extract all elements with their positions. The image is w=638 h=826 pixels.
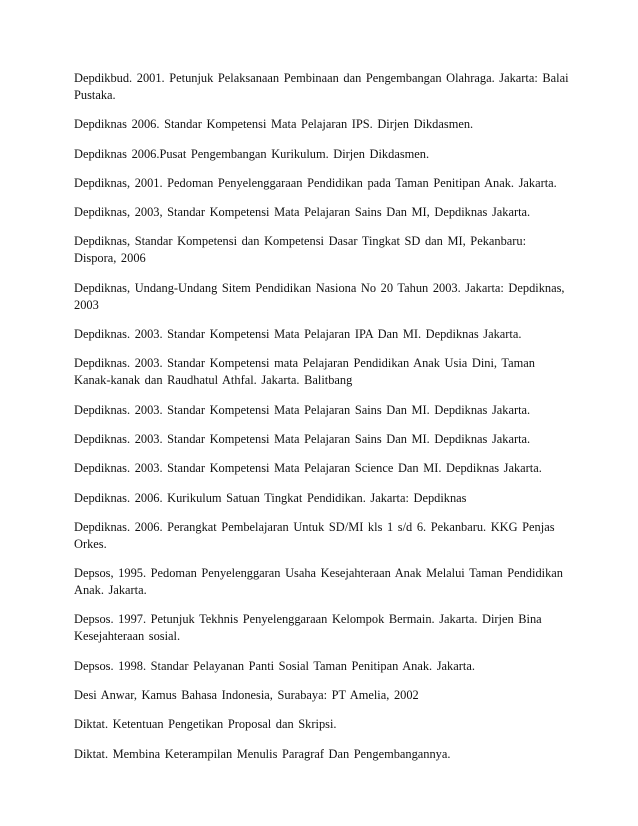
reference-entry: Depdiknas. 2003. Standar Kompetensi Mata Pelajaran IPA Dan MI. Depdiknas Jakarta. — [74, 327, 522, 342]
reference-entry: Depsos. 1998. Standar Pelayanan Panti Sosial Taman Penitipan Anak. Jakarta. — [74, 658, 475, 673]
reference-entry: Depdiknas 2006.Pusat Pengembangan Kurikulum. Dirjen Dikdasmen. — [74, 146, 430, 161]
reference-entry: Depsos, 1995. Pedoman Penyelenggaran Usaha Kesejahteraan Anak Melalui Taman Pendidikan Anak. Jakarta. — [74, 566, 563, 598]
reference-entry: Depdiknas, 2003, Standar Kompetensi Mata Pelajaran Sains Dan MI, Depdiknas Jakarta. — [74, 205, 531, 220]
reference-entry: Depdiknas. 2003. Standar Kompetensi mata Pelajaran Pendidikan Anak Usia Dini, Taman Kanak-kanak dan Raudhatul Athfal. Jakarta. Balitbang — [74, 356, 535, 388]
reference-entry: Depdiknas 2006. Standar Kompetensi Mata Pelajaran IPS. Dirjen Dikdasmen. — [74, 117, 474, 132]
reference-entry: Depdiknas. 2006. Perangkat Pembelajaran Untuk SD/MI kls 1 s/d 6. Pekanbaru. KKG Penjas Orkes. — [74, 519, 555, 551]
reference-list — [74, 70, 574, 775]
reference-entry: Depsos. 1997. Petunjuk Tekhnis Penyelenggaraan Kelompok Bermain. Jakarta. Dirjen Bina Kesejahteraan sosial. — [74, 612, 542, 644]
reference-entry: Depdiknas, Standar Kompetensi dan Kompetensi Dasar Tingkat SD dan MI, Pekanbaru: Dispora, 2006 — [74, 234, 527, 266]
reference-entry: Diktat. Membina Keterampilan Menulis Paragraf Dan Pengembangannya. — [74, 746, 451, 761]
reference-entry: Desi Anwar, Kamus Bahasa Indonesia, Surabaya: PT Amelia, 2002 — [74, 688, 419, 703]
reference-entry: Depdiknas. 2003. Standar Kompetensi Mata Pelajaran Science Dan MI. Depdiknas Jakarta. — [74, 461, 542, 476]
reference-entry: Depdikbud. 2001. Petunjuk Pelaksanaan Pembinaan dan Pengembangan Olahraga. Jakarta: Balai Pustaka. — [74, 71, 569, 102]
reference-entry: Depdiknas. 2003. Standar Kompetensi Mata Pelajaran Sains Dan MI. Depdiknas Jakarta. — [74, 402, 531, 417]
reference-entry: Depdiknas, 2001. Pedoman Penyelenggaraan Pendidikan pada Taman Penitipan Anak. Jakarta. — [74, 175, 557, 190]
reference-entry: Depdiknas, Undang-Undang Sitem Pendidikan Nasiona No 20 Tahun 2003. Jakarta: Depdiknas, 2003 — [74, 280, 565, 312]
reference-entry: Diktat. Ketentuan Pengetikan Proposal dan Skripsi. — [74, 717, 337, 732]
reference-entry: Depdiknas. 2003. Standar Kompetensi Mata Pelajaran Sains Dan MI. Depdiknas Jakarta. — [74, 431, 531, 446]
reference-entry: Depdiknas. 2006. Kurikulum Satuan Tingkat Pendidikan. Jakarta: Depdiknas — [74, 490, 467, 505]
